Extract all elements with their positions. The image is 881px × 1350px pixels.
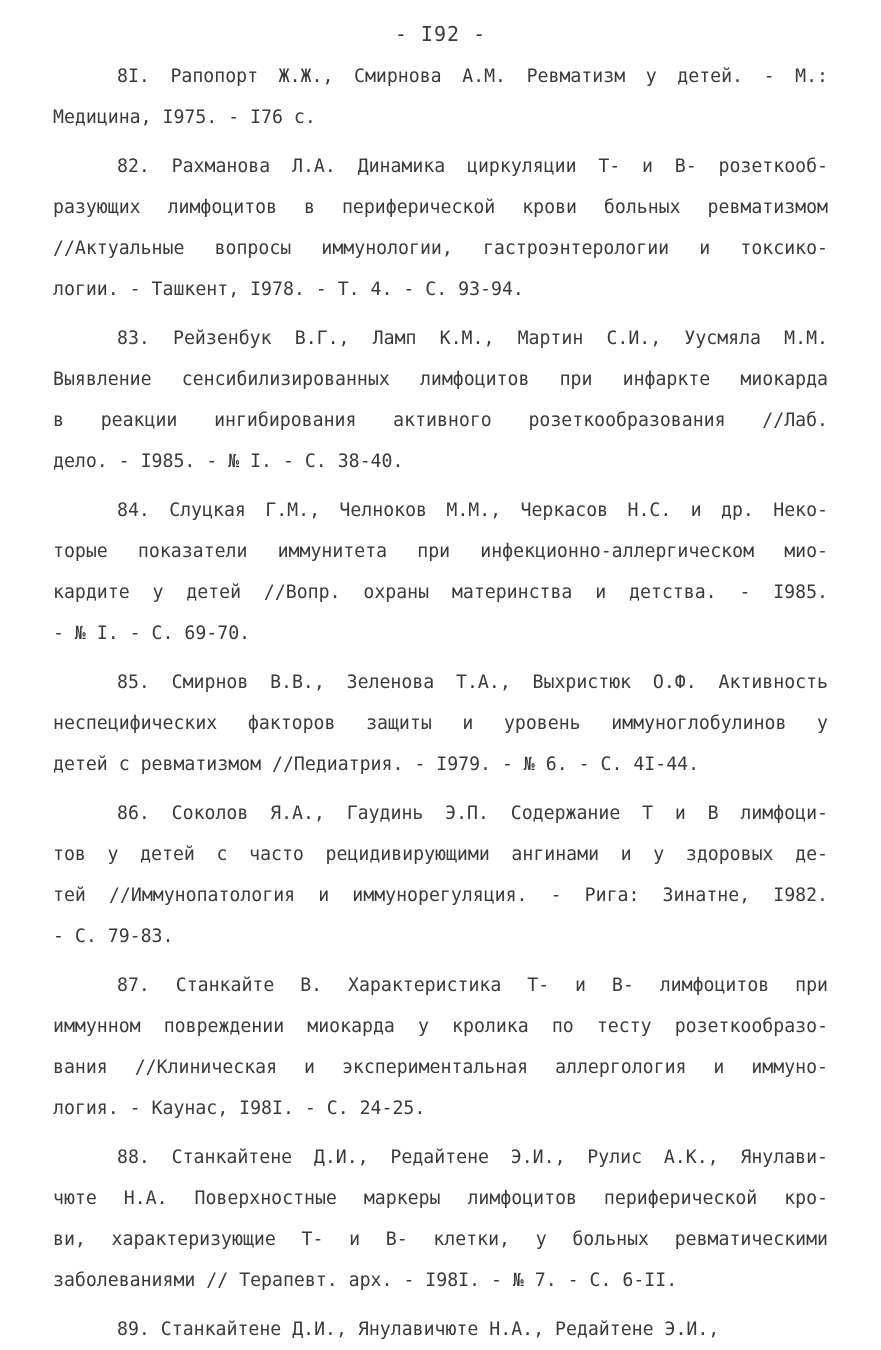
entry-line: - № I. - С. 69-70. [53, 623, 251, 644]
bibliography-entry-81 [53, 56, 828, 138]
entry-line: чюте Н.А. Поверхностные маркеры лимфоцитов периферической кро- [53, 1188, 828, 1209]
page-number: - I92 - [394, 22, 487, 46]
bibliography-entry-88 [53, 1137, 828, 1301]
entry-line: иммунном повреждении миокарда у кролика по тесту розеткообразо- [53, 1016, 828, 1037]
entry-line: неспецифических факторов защиты и уровень иммуноглобулинов у [53, 713, 828, 734]
entry-line: вания //Клиническая и экспериментальная аллергология и иммуно- [53, 1057, 828, 1078]
entry-line: кардите у детей //Вопр. охраны материнства и детства. - I985. [53, 582, 828, 603]
entry-line: - С. 79-83. [53, 926, 174, 947]
entry-line: 82. Рахманова Л.А. Динамика циркуляции Т- и В- розеткооб- [117, 156, 828, 177]
bibliography-entry-87 [53, 965, 828, 1129]
entry-line: 86. Соколов Я.А., Гаудинь Э.П. Содержание Т и В лимфоци- [117, 803, 828, 824]
bibliography-entry-85 [53, 662, 828, 785]
entry-line: 83. Рейзенбук В.Г., Ламп К.М., Мартин С.И., Уусмяла М.М. [117, 328, 828, 349]
entry-line: логии. - Ташкент, I978. - Т. 4. - С. 93-94. [53, 279, 524, 300]
entry-line: 84. Слуцкая Г.М., Челноков М.М., Черкасов Н.С. и др. Неко- [117, 500, 828, 521]
entry-line: тов у детей с часто рецидивирующими ангинами и у здоровых де- [53, 844, 828, 865]
bibliography-entry-86 [53, 793, 828, 957]
entry-line: разующих лимфоцитов в периферической крови больных ревматизмом [53, 197, 828, 218]
entry-line: дело. - I985. - № I. - С. 38-40. [53, 451, 404, 472]
entry-line: 88. Станкайтене Д.И., Редайтене Э.И., Рулис А.К., Янулави- [117, 1147, 828, 1168]
bibliography-entry-89 [53, 1309, 828, 1350]
entry-line: 85. Смирнов В.В., Зеленова Т.А., Выхристюк О.Ф. Активность [117, 672, 828, 693]
entry-line: заболеваниями // Терапевт. арх. - I98I. - № 7. - С. 6-II. [53, 1270, 678, 1291]
entry-line: тей //Иммунопатология и иммунорегуляция. - Рига: Зинатне, I982. [53, 885, 828, 906]
entry-line: 8I. Рапопорт Ж.Ж., Смирнова А.М. Ревматизм у детей. - М.: [117, 66, 828, 87]
entry-line: в реакции ингибирования активного розеткообразования //Лаб. [53, 410, 828, 431]
entry-line: //Актуальные вопросы иммунологии, гастроэнтерологии и токсико- [53, 238, 828, 259]
bibliography-entry-84 [53, 490, 828, 654]
entry-line: детей с ревматизмом //Педиатрия. - I979. - № 6. - С. 4I-44. [53, 754, 700, 775]
entry-line: Выявление сенсибилизированных лимфоцитов при инфаркте миокарда [53, 369, 828, 390]
entry-line: Медицина, I975. - I76 с. [53, 107, 316, 128]
bibliography-entry-83 [53, 318, 828, 482]
entry-line: торые показатели иммунитета при инфекционно-аллергическом мио- [53, 541, 828, 562]
entry-line: ви, характеризующие Т- и В- клетки, у больных ревматическими [53, 1229, 828, 1250]
entry-line: 89. Станкайтене Д.И., Янулавичюте Н.А., Редайтене Э.И., [117, 1319, 720, 1340]
entry-line: 87. Станкайте В. Характеристика Т- и В- лимфоцитов при [117, 975, 828, 996]
bibliography-entry-82 [53, 146, 828, 310]
bibliography-list [53, 56, 828, 1350]
entry-line: логия. - Каунас, I98I. - С. 24-25. [53, 1098, 426, 1119]
